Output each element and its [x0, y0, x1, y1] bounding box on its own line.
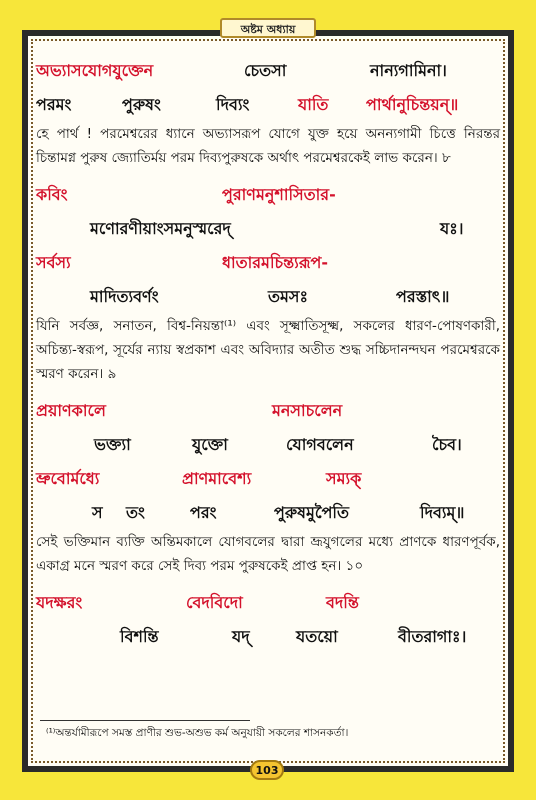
- verse-word: পার্থানুচিন্তয়ন্॥: [366, 95, 459, 114]
- verse-word: কবিং: [36, 185, 68, 204]
- footnote-divider: [40, 720, 250, 721]
- verse-word: তমসঃ: [268, 287, 308, 306]
- verse-10-line-4: [36, 494, 500, 528]
- verse-word: পরং: [190, 503, 217, 522]
- verse-word: ভ্রুবোর্মধ্যে: [36, 469, 100, 488]
- verse-10-line-3: [36, 460, 500, 494]
- verse-8-line-1: [36, 52, 500, 86]
- verse-11-line-2: [36, 618, 500, 652]
- verse-10-line-1: [36, 392, 500, 426]
- verse-9-line-2: [36, 210, 500, 244]
- verse-word: পরস্তাৎ॥: [396, 287, 450, 306]
- verse-word: প্রয়াণকালে: [36, 401, 106, 420]
- verse-word: বদন্তি: [326, 593, 359, 612]
- verse-8-line-2: [36, 86, 500, 120]
- verse-word: মাদিত্যবর্ণং: [90, 287, 159, 306]
- footnote: ⁽¹⁾অন্তর্যামীরূপে সমস্ত প্রাণীর শুভ-অশুভ কর্ম অনুযায়ী সকলের শাসনকর্তা।: [46, 727, 349, 739]
- verse-9-line-4: [36, 278, 500, 312]
- verse-word: সম্যক্: [326, 469, 362, 488]
- verse-9-line-1: [36, 176, 500, 210]
- verse-word: যঃ।: [440, 219, 464, 238]
- verse-word: চেতসা: [244, 61, 287, 80]
- verse-word: প্রাণমাবেশ্য: [182, 469, 252, 488]
- verse-word: স: [92, 503, 103, 522]
- verse-word: মণোরণীয়াংসমনুস্মরেদ্: [90, 219, 231, 238]
- verse-10-line-2: [36, 426, 500, 460]
- verse-word: যদ্: [232, 627, 250, 646]
- verse-9-line-3: [36, 244, 500, 278]
- verse-word: যতয়ো: [296, 627, 338, 646]
- verse-word: যুক্তো: [192, 435, 228, 454]
- verse-word: বীতরাগাঃ।: [398, 627, 467, 646]
- verse-word: পরমং: [36, 95, 72, 114]
- verse-word: দিব্যম্॥: [420, 503, 465, 522]
- verse-word: বেদবিদো: [186, 593, 243, 612]
- verse-9-translation: যিনি সর্বজ্ঞ, সনাতন, বিশ্ব-নিয়ন্তা⁽¹⁾ এবং সূক্ষ্মাতিসূক্ষ্ম, সকলের ধারণ-পোষণকারী, অচিন্ত্য-স্বরূপ, সূর্যের ন্যায় স্বপ্রকাশ এবং অবিদ্যার অতীত শুদ্ধ সচ্চিদানন্দঘন পরমেশ্বরকে স্মরণ করেন। ৯: [36, 318, 500, 382]
- verse-word: যদক্ষরং: [36, 593, 83, 612]
- page-content: [36, 52, 500, 652]
- page-number: 103: [250, 760, 284, 780]
- verse-8-translation: হে পার্থ ! পরমেশ্বরের ধ্যানে অভ্যাসরূপ যোগে যুক্ত হয়ে অনন্যগামী চিত্তে নিরন্তর চিন্তামগ্ন পুরুষ জ্যোতির্ময় পরম দিব্যপুরুষকে অর্থাৎ পরমেশ্বরকেই লাভ করেন। ৮: [36, 126, 500, 166]
- verse-word: সর্বস্য: [36, 253, 71, 272]
- verse-word: ধাতারমচিন্ত্যরূপ-: [222, 253, 328, 272]
- verse-10-translation: সেই ভক্তিমান ব্যক্তি অন্তিমকালে যোগবলের দ্বারা ভ্রূযুগলের মধ্যে প্রাণকে ধারণপূর্বক, একাগ্র মনে স্মরণ করে সেই দিব্য পরম পুরুষকেই প্রাপ্ত হন। ১০: [36, 534, 500, 574]
- verse-word: মনসাচলেন: [272, 401, 343, 420]
- verse-word: চৈব।: [432, 435, 462, 454]
- verse-word: যাতি: [298, 95, 329, 114]
- verse-word: তং: [126, 503, 145, 522]
- verse-word: যোগবলেন: [286, 435, 354, 454]
- verse-word: অভ্যাসযোগযুক্তেন: [36, 61, 154, 80]
- verse-word: পুরাণমনুশাসিতার-: [222, 185, 336, 204]
- chapter-header: অষ্টম অধ্যায়: [220, 18, 316, 38]
- verse-word: পুরুষং: [122, 95, 161, 114]
- verse-word: বিশন্তি: [120, 627, 159, 646]
- verse-word: ভক্ত্যা: [94, 435, 131, 454]
- verse-word: দিব্যং: [216, 95, 250, 114]
- verse-word: নান্যগামিনা।: [370, 61, 447, 80]
- verse-word: পুরুষমুপৈতি: [274, 503, 350, 522]
- verse-11-line-1: [36, 584, 500, 618]
